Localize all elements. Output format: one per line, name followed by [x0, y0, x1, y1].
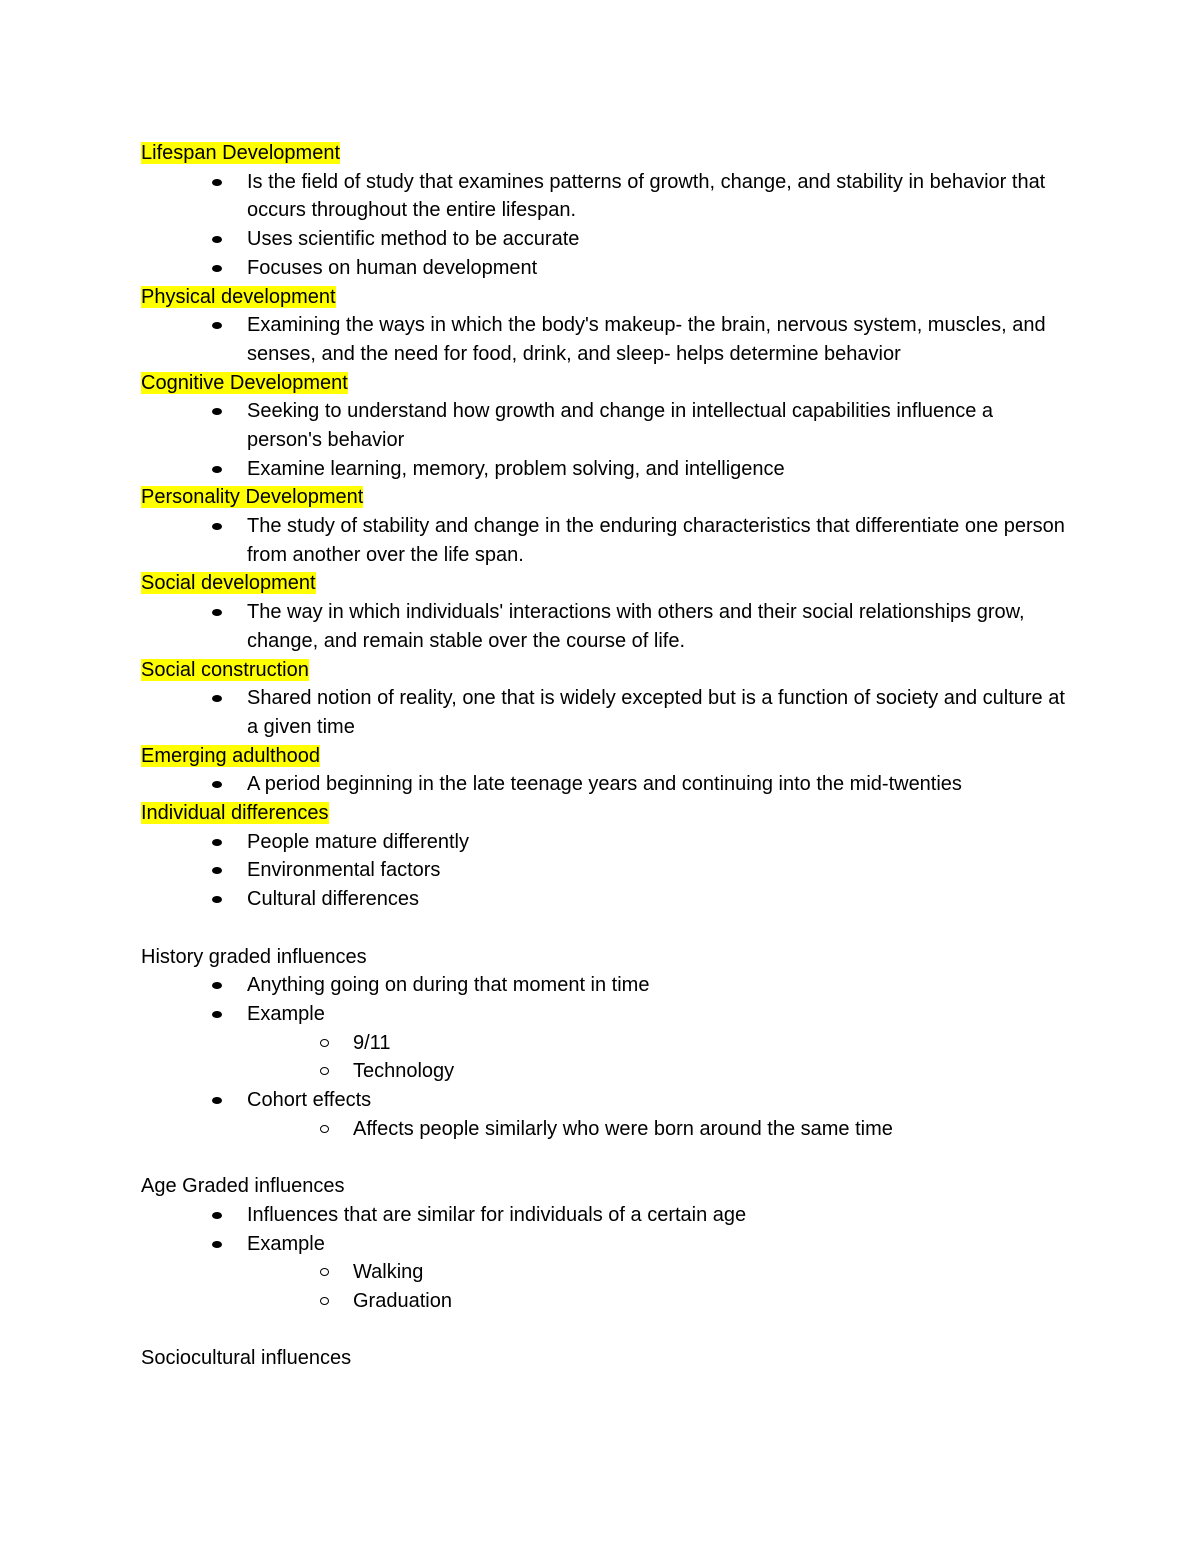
list-item-text: People mature differently	[247, 830, 469, 853]
list-item	[247, 971, 1071, 1000]
list-item-text: Examining the ways in which the body's makeup- the brain, nervous system, muscles, and senses, and the need for food, drink, and sleep- helps determine behavior	[247, 314, 1046, 365]
filled-bullet-icon	[212, 236, 222, 243]
sub-list-item	[353, 1057, 1071, 1086]
list-item-text: Cultural differences	[247, 888, 419, 911]
sub-bullet-list	[247, 1029, 1071, 1086]
list-item	[247, 856, 1071, 885]
list-item-text: Cohort effects	[247, 1089, 372, 1112]
filled-bullet-icon	[212, 695, 222, 702]
filled-bullet-icon	[212, 867, 222, 874]
bullet-list	[141, 512, 1071, 569]
list-item	[247, 168, 1071, 225]
section-heading-text: Lifespan Development	[141, 142, 341, 164]
filled-bullet-icon	[212, 1011, 222, 1018]
list-item	[247, 1000, 1071, 1086]
list-item	[247, 1201, 1071, 1230]
section-heading-text: Sociocultural influences	[141, 1347, 352, 1370]
list-item-text: Influences that are similar for individuals of a certain age	[247, 1203, 747, 1226]
section-heading-text: Cognitive Development	[141, 371, 348, 394]
list-item	[247, 455, 1071, 484]
blank-line	[141, 1316, 1071, 1345]
blank-line	[141, 914, 1071, 943]
filled-bullet-icon	[212, 322, 222, 329]
list-item	[247, 1086, 1071, 1143]
list-item	[247, 684, 1071, 741]
sub-list-item-text: Walking	[353, 1261, 424, 1284]
section-heading-social-construction	[141, 656, 1071, 685]
section-heading-individual-differences	[141, 799, 1071, 828]
bullet-list	[141, 598, 1071, 655]
bullet-list	[141, 828, 1071, 914]
sub-list-item	[353, 1287, 1071, 1316]
list-item	[247, 885, 1071, 914]
filled-bullet-icon	[212, 982, 222, 989]
bullet-list	[141, 311, 1071, 368]
section-heading-social-development	[141, 569, 1071, 598]
section-heading-sociocultural-influences	[141, 1344, 1071, 1373]
hollow-bullet-icon	[320, 1067, 329, 1075]
list-item	[247, 770, 1071, 799]
filled-bullet-icon	[212, 408, 222, 415]
filled-bullet-icon	[212, 839, 222, 846]
section-heading-text: Social development	[141, 572, 316, 595]
bullet-list	[141, 168, 1071, 283]
filled-bullet-icon	[212, 781, 222, 788]
list-item	[247, 828, 1071, 857]
section-heading-physical-development	[141, 283, 1071, 312]
document-body	[141, 139, 1071, 1373]
filled-bullet-icon	[212, 1241, 222, 1248]
section-heading-personality-development	[141, 483, 1071, 512]
list-item	[247, 512, 1071, 569]
bullet-list	[141, 1201, 1071, 1316]
sub-list-item-text: Affects people similarly who were born around the same time	[353, 1117, 893, 1140]
filled-bullet-icon	[212, 896, 222, 903]
filled-bullet-icon	[212, 466, 222, 473]
section-heading-text: Physical development	[141, 285, 336, 308]
sub-list-item-text: 9/11	[353, 1031, 391, 1054]
section-heading-age-graded-influences	[141, 1172, 1071, 1201]
filled-bullet-icon	[212, 1097, 222, 1104]
bullet-list	[141, 971, 1071, 1143]
list-item-text: A period beginning in the late teenage years and continuing into the mid-twenties	[247, 773, 962, 796]
section-heading-text: Personality Development	[141, 486, 364, 509]
list-item-text: Environmental factors	[247, 859, 441, 882]
section-heading-text: Individual differences	[141, 802, 329, 825]
section-heading-text: History graded influences	[141, 945, 367, 968]
sub-list-item	[353, 1029, 1071, 1058]
list-item	[247, 254, 1071, 283]
list-item-text: Anything going on during that moment in time	[247, 974, 650, 997]
bullet-list	[141, 397, 1071, 483]
blank-line	[141, 1143, 1071, 1172]
list-item-text: Shared notion of reality, one that is widely excepted but is a function of society and culture at a given time	[247, 687, 1065, 738]
section-heading-text: Age Graded influences	[141, 1175, 345, 1198]
hollow-bullet-icon	[320, 1125, 329, 1133]
list-item	[247, 225, 1071, 254]
list-item-text: Seeking to understand how growth and change in intellectual capabilities influence a person's behavior	[247, 400, 994, 451]
list-item-text: The way in which individuals' interactions with others and their social relationships grow, change, and remain stable over the course of life.	[247, 601, 1025, 652]
sub-list-item	[353, 1258, 1071, 1287]
section-heading-text: Social construction	[141, 658, 309, 681]
list-item	[247, 1230, 1071, 1316]
list-item-text: Focuses on human development	[247, 256, 538, 279]
filled-bullet-icon	[212, 1212, 222, 1219]
list-item-text: The study of stability and change in the enduring characteristics that differentiate one person from another over the life span.	[247, 515, 1065, 566]
list-item-text: Is the field of study that examines patterns of growth, change, and stability in behavior that occurs throughout the entire lifespan.	[247, 170, 1046, 222]
list-item-text: Examine learning, memory, problem solving, and intelligence	[247, 457, 785, 480]
list-item-text: Example	[247, 1002, 325, 1025]
sub-list-item	[353, 1115, 1071, 1144]
hollow-bullet-icon	[320, 1039, 329, 1047]
section-heading-text: Emerging adulthood	[141, 744, 321, 767]
section-heading-cognitive-development	[141, 369, 1071, 398]
sub-bullet-list	[247, 1115, 1071, 1144]
sub-bullet-list	[247, 1258, 1071, 1315]
list-item-text: Uses scientific method to be accurate	[247, 228, 580, 251]
list-item-text: Example	[247, 1232, 325, 1255]
filled-bullet-icon	[212, 179, 222, 186]
section-heading-emerging-adulthood	[141, 742, 1071, 771]
bullet-list	[141, 684, 1071, 741]
filled-bullet-icon	[212, 609, 222, 616]
section-heading-lifespan-development	[141, 139, 1071, 168]
section-heading-history-graded-influences	[141, 943, 1071, 972]
list-item	[247, 397, 1071, 454]
sub-list-item-text: Technology	[353, 1060, 455, 1083]
list-item	[247, 598, 1071, 655]
sub-list-item-text: Graduation	[353, 1289, 452, 1312]
bullet-list	[141, 770, 1071, 799]
list-item	[247, 311, 1071, 368]
hollow-bullet-icon	[320, 1297, 329, 1305]
filled-bullet-icon	[212, 265, 222, 272]
hollow-bullet-icon	[320, 1268, 329, 1276]
filled-bullet-icon	[212, 523, 222, 530]
